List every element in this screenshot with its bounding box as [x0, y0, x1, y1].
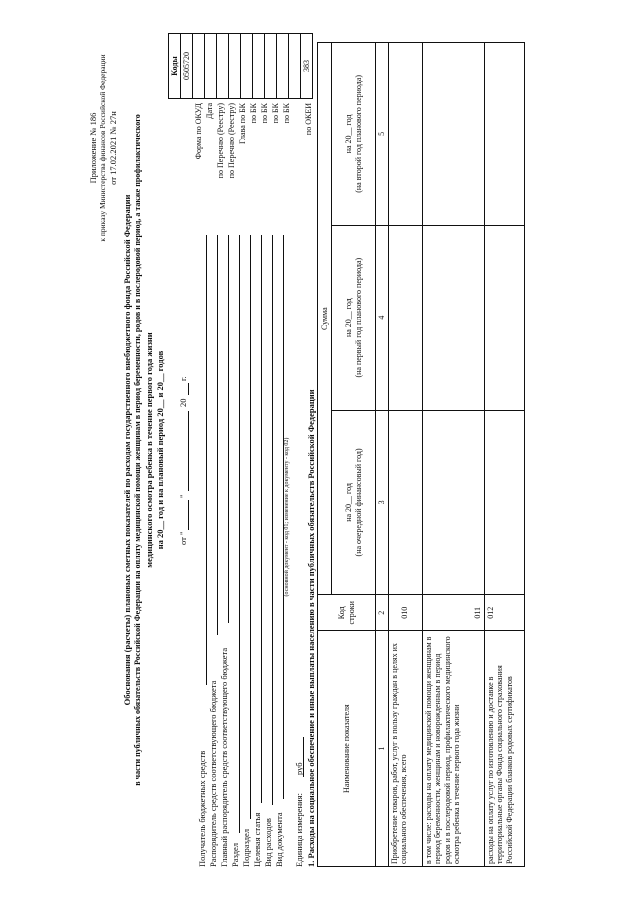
label-okud: Форма по ОКУД — [194, 103, 203, 160]
label-bk-4: по БК — [282, 103, 291, 124]
row-value-y2[interactable] — [484, 225, 524, 410]
date-mid: " — [178, 494, 188, 498]
header-year-1 — [332, 410, 376, 595]
appendix-line-3: от 17.02.2021 № 27н — [108, 111, 118, 185]
field-expense-type-line[interactable] — [272, 235, 273, 805]
code-chapter — [229, 34, 241, 99]
label-bk-2: по БК — [260, 103, 269, 124]
label-registry-2: по Перечню (Реестру) — [227, 103, 236, 179]
date-year-blank — [188, 383, 189, 395]
field-section-line[interactable] — [239, 235, 240, 833]
field-section: Раздел — [230, 842, 240, 867]
row-value-y3[interactable] — [484, 43, 524, 226]
row-code: 011 — [422, 595, 484, 631]
row-name: в том числе: расходы на оплату медицинской помощи женщинам в период беременности, женщинам и новорожденным в период родов и в послеродовой период, профилактического медицинского осмотра ребенка в течение первого года жизни — [422, 631, 484, 867]
row-value-y3[interactable] — [422, 43, 484, 226]
label-date: Дата — [205, 103, 214, 119]
code-bk-3 — [265, 34, 277, 99]
header-sum: Сумма — [318, 43, 332, 595]
title-line-3: медицинского осмотра ребенка в течение первого года жизни — [144, 332, 154, 568]
code-okud: 0505720 — [181, 34, 193, 99]
row-value-y2[interactable] — [422, 225, 484, 410]
field-recipient-line[interactable] — [206, 235, 207, 685]
header-year-2-label: на 20__ год — [344, 298, 353, 338]
header-name: Наименование показателя — [318, 631, 376, 867]
appendix-line-1: Приложение № 186 — [88, 112, 98, 184]
field-chief-distributor: Главный распорядитель средств соответствующего бюджета — [219, 647, 229, 867]
title-line-4: на 20__ год и на плановый период 20__ и 20__ годов — [155, 350, 165, 550]
row-value-y1[interactable] — [422, 410, 484, 595]
rotated-form — [82, 25, 577, 875]
date-prefix: от " — [178, 531, 188, 545]
header-year-3-sub: (на второй год планового периода) — [353, 75, 363, 193]
code-okei: 383 — [301, 34, 313, 99]
col-num-1: 1 — [376, 631, 389, 867]
col-num-5: 5 — [376, 43, 389, 226]
code-registry-1 — [205, 34, 217, 99]
table-row — [388, 43, 422, 867]
code-bk-4 — [277, 34, 289, 99]
row-value-y1[interactable] — [484, 410, 524, 595]
code-registry-2 — [217, 34, 229, 99]
header-year-1-sub: (на очередной финансовый год) — [353, 448, 363, 557]
date-day-blank — [188, 500, 189, 530]
field-recipient: Получатель бюджетных средств — [197, 750, 207, 867]
header-year-2-sub: (на первый год планового периода) — [353, 257, 363, 378]
field-subsection: Подраздел — [241, 828, 251, 867]
date-year: 20 — [178, 398, 188, 407]
row-value-y3[interactable] — [388, 43, 422, 226]
title-line-2: в части публичных обязательств Российской Федерации на оплату медицинской помощи женщинам в период беременности, родов и в послеродовой период, а также профилактического — [133, 114, 142, 786]
header-code: Код строки — [318, 595, 376, 631]
header-year-3-label: на 20__ год — [344, 114, 353, 154]
appendix-line-2: к приказу Министерства финансов Российской Федерации — [98, 54, 107, 242]
field-chief-distributor-line[interactable] — [228, 235, 229, 623]
code-doc — [289, 34, 301, 99]
field-expense-type: Вид расходов — [263, 818, 273, 867]
header-year-2 — [332, 225, 376, 410]
header-year-1-label: на 20__ год — [344, 483, 353, 522]
doc-note: (основной документ - код 01; изменение к документу - код 02) — [284, 437, 290, 597]
row-code: 010 — [388, 595, 422, 631]
unit-line — [303, 737, 304, 777]
field-distributor-line[interactable] — [217, 235, 218, 635]
date-month-blank — [188, 411, 189, 491]
codes-header: Коды — [169, 34, 181, 99]
section-title: 1. Расходы на социальное обеспечение и иные выплаты населению в части публичных обязательств Российской Федерации — [306, 389, 316, 867]
row-value-y1[interactable] — [388, 410, 422, 595]
code-bk-1 — [241, 34, 253, 99]
field-subsection-line[interactable] — [250, 235, 251, 819]
header-year-3 — [332, 43, 376, 226]
col-num-3: 3 — [376, 410, 389, 595]
label-bk-1: по БК — [249, 103, 258, 124]
field-distributor: Распорядитель средств соответствующего бюджета — [208, 680, 218, 867]
row-value-y2[interactable] — [388, 225, 422, 410]
expenses-table — [317, 42, 525, 867]
label-bk-3: по БК — [271, 103, 280, 124]
date-year-end: г. — [178, 376, 188, 381]
table-row — [422, 43, 484, 867]
row-name: расходы на оплату услуг по изготовлению и доставке в территориальные органы Фонда социального страхования Российской Федерации бланков родовых сертификатов — [484, 631, 524, 867]
col-num-2: 2 — [376, 595, 389, 631]
col-num-4: 4 — [376, 225, 389, 410]
label-chapter: Глава по БК — [238, 103, 247, 144]
label-okei: по ОКЕИ — [304, 103, 313, 136]
row-code: 012 — [484, 595, 524, 631]
unit-label: Единица измерения: — [294, 793, 304, 867]
row-name: Приобретение товаров, работ, услуг в пользу граждан в целях их социального обеспечения, всего — [388, 631, 422, 867]
code-bk-2 — [253, 34, 265, 99]
field-target-article-line[interactable] — [261, 235, 262, 803]
table-row — [484, 43, 524, 867]
side-labels — [193, 103, 314, 229]
code-date — [193, 34, 205, 99]
unit-value: руб — [294, 762, 304, 775]
field-target-article: Целевая статья — [252, 812, 262, 867]
field-doc-type: Вид документа — [274, 812, 284, 867]
label-registry-1: по Перечню (Реестру) — [216, 103, 225, 179]
title-line-1: Обоснования (расчеты) плановых сметных показателей по расходам государственного внебюджетного фонда Российской Федерации — [122, 194, 132, 706]
codes-table — [168, 33, 313, 99]
label-blank — [292, 103, 303, 229]
